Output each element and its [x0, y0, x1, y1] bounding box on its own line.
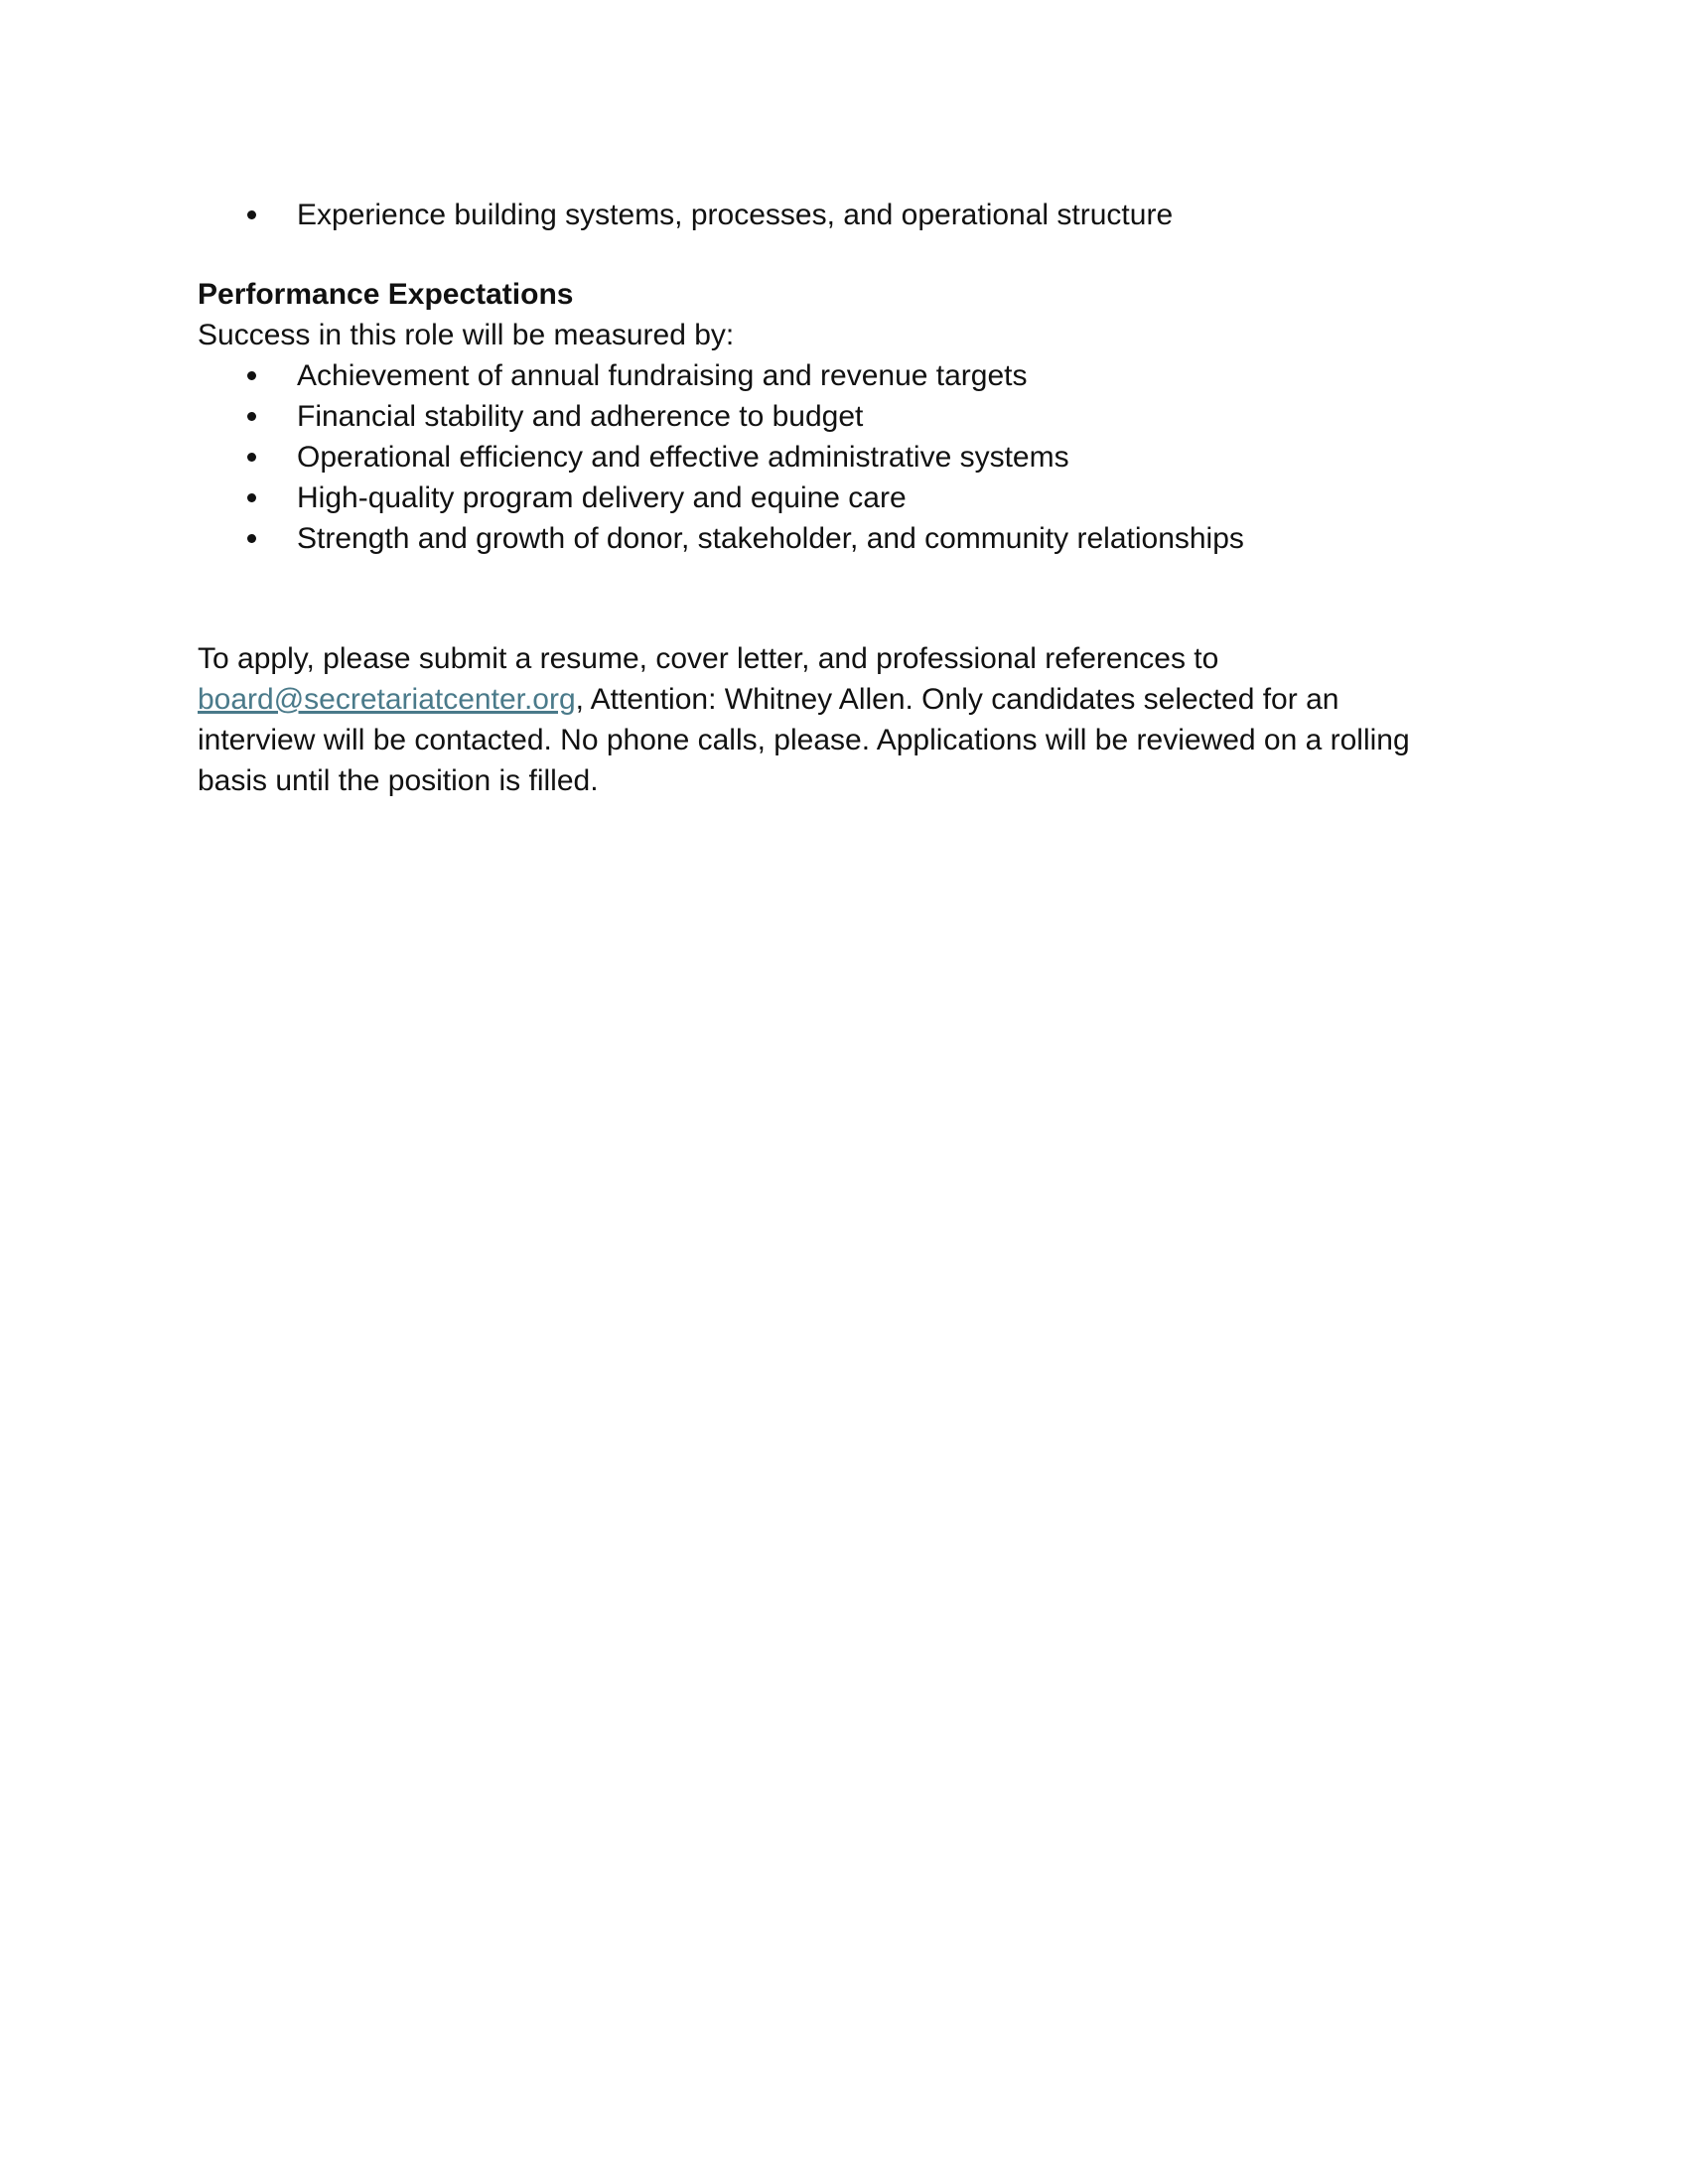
list-item	[198, 478, 1488, 518]
list-item-text: Strength and growth of donor, stakeholder, and community relationships	[297, 522, 1244, 555]
bullet-icon	[247, 534, 256, 543]
list-item	[198, 396, 1488, 437]
section-intro: Success in this role will be measured by:	[198, 319, 735, 351]
list-item	[198, 518, 1488, 559]
apply-text-after: , Attention: Whitney Allen. Only candidates selected for an interview will be contacted. No phone calls, please. Applications will be reviewed on a rolling basis until the position is filled.	[198, 683, 1410, 797]
list-item	[198, 355, 1488, 396]
qualifications-list	[198, 195, 1488, 235]
bullet-icon	[247, 493, 256, 502]
page-content	[198, 195, 1488, 831]
performance-list	[198, 355, 1488, 559]
list-item-text: Experience building systems, processes, and operational structure	[297, 199, 1174, 231]
bullet-icon	[247, 453, 256, 462]
list-item-text: Operational efficiency and effective administrative systems	[297, 441, 1069, 474]
list-item	[198, 437, 1488, 478]
bullet-icon	[247, 412, 256, 421]
list-item-text: Financial stability and adherence to budget	[297, 400, 864, 433]
list-item-text: Achievement of annual fundraising and revenue targets	[297, 359, 1028, 392]
section-heading-performance: Performance Expectations	[198, 278, 574, 311]
bullet-icon	[247, 371, 256, 380]
apply-text-before: To apply, please submit a resume, cover letter, and professional references to	[198, 642, 1219, 675]
application-instructions	[198, 638, 1449, 801]
email-link[interactable]: board@secretariatcenter.org	[198, 683, 576, 716]
bullet-icon	[247, 210, 256, 219]
list-item	[198, 195, 1488, 235]
list-item-text: High-quality program delivery and equine care	[297, 481, 907, 514]
